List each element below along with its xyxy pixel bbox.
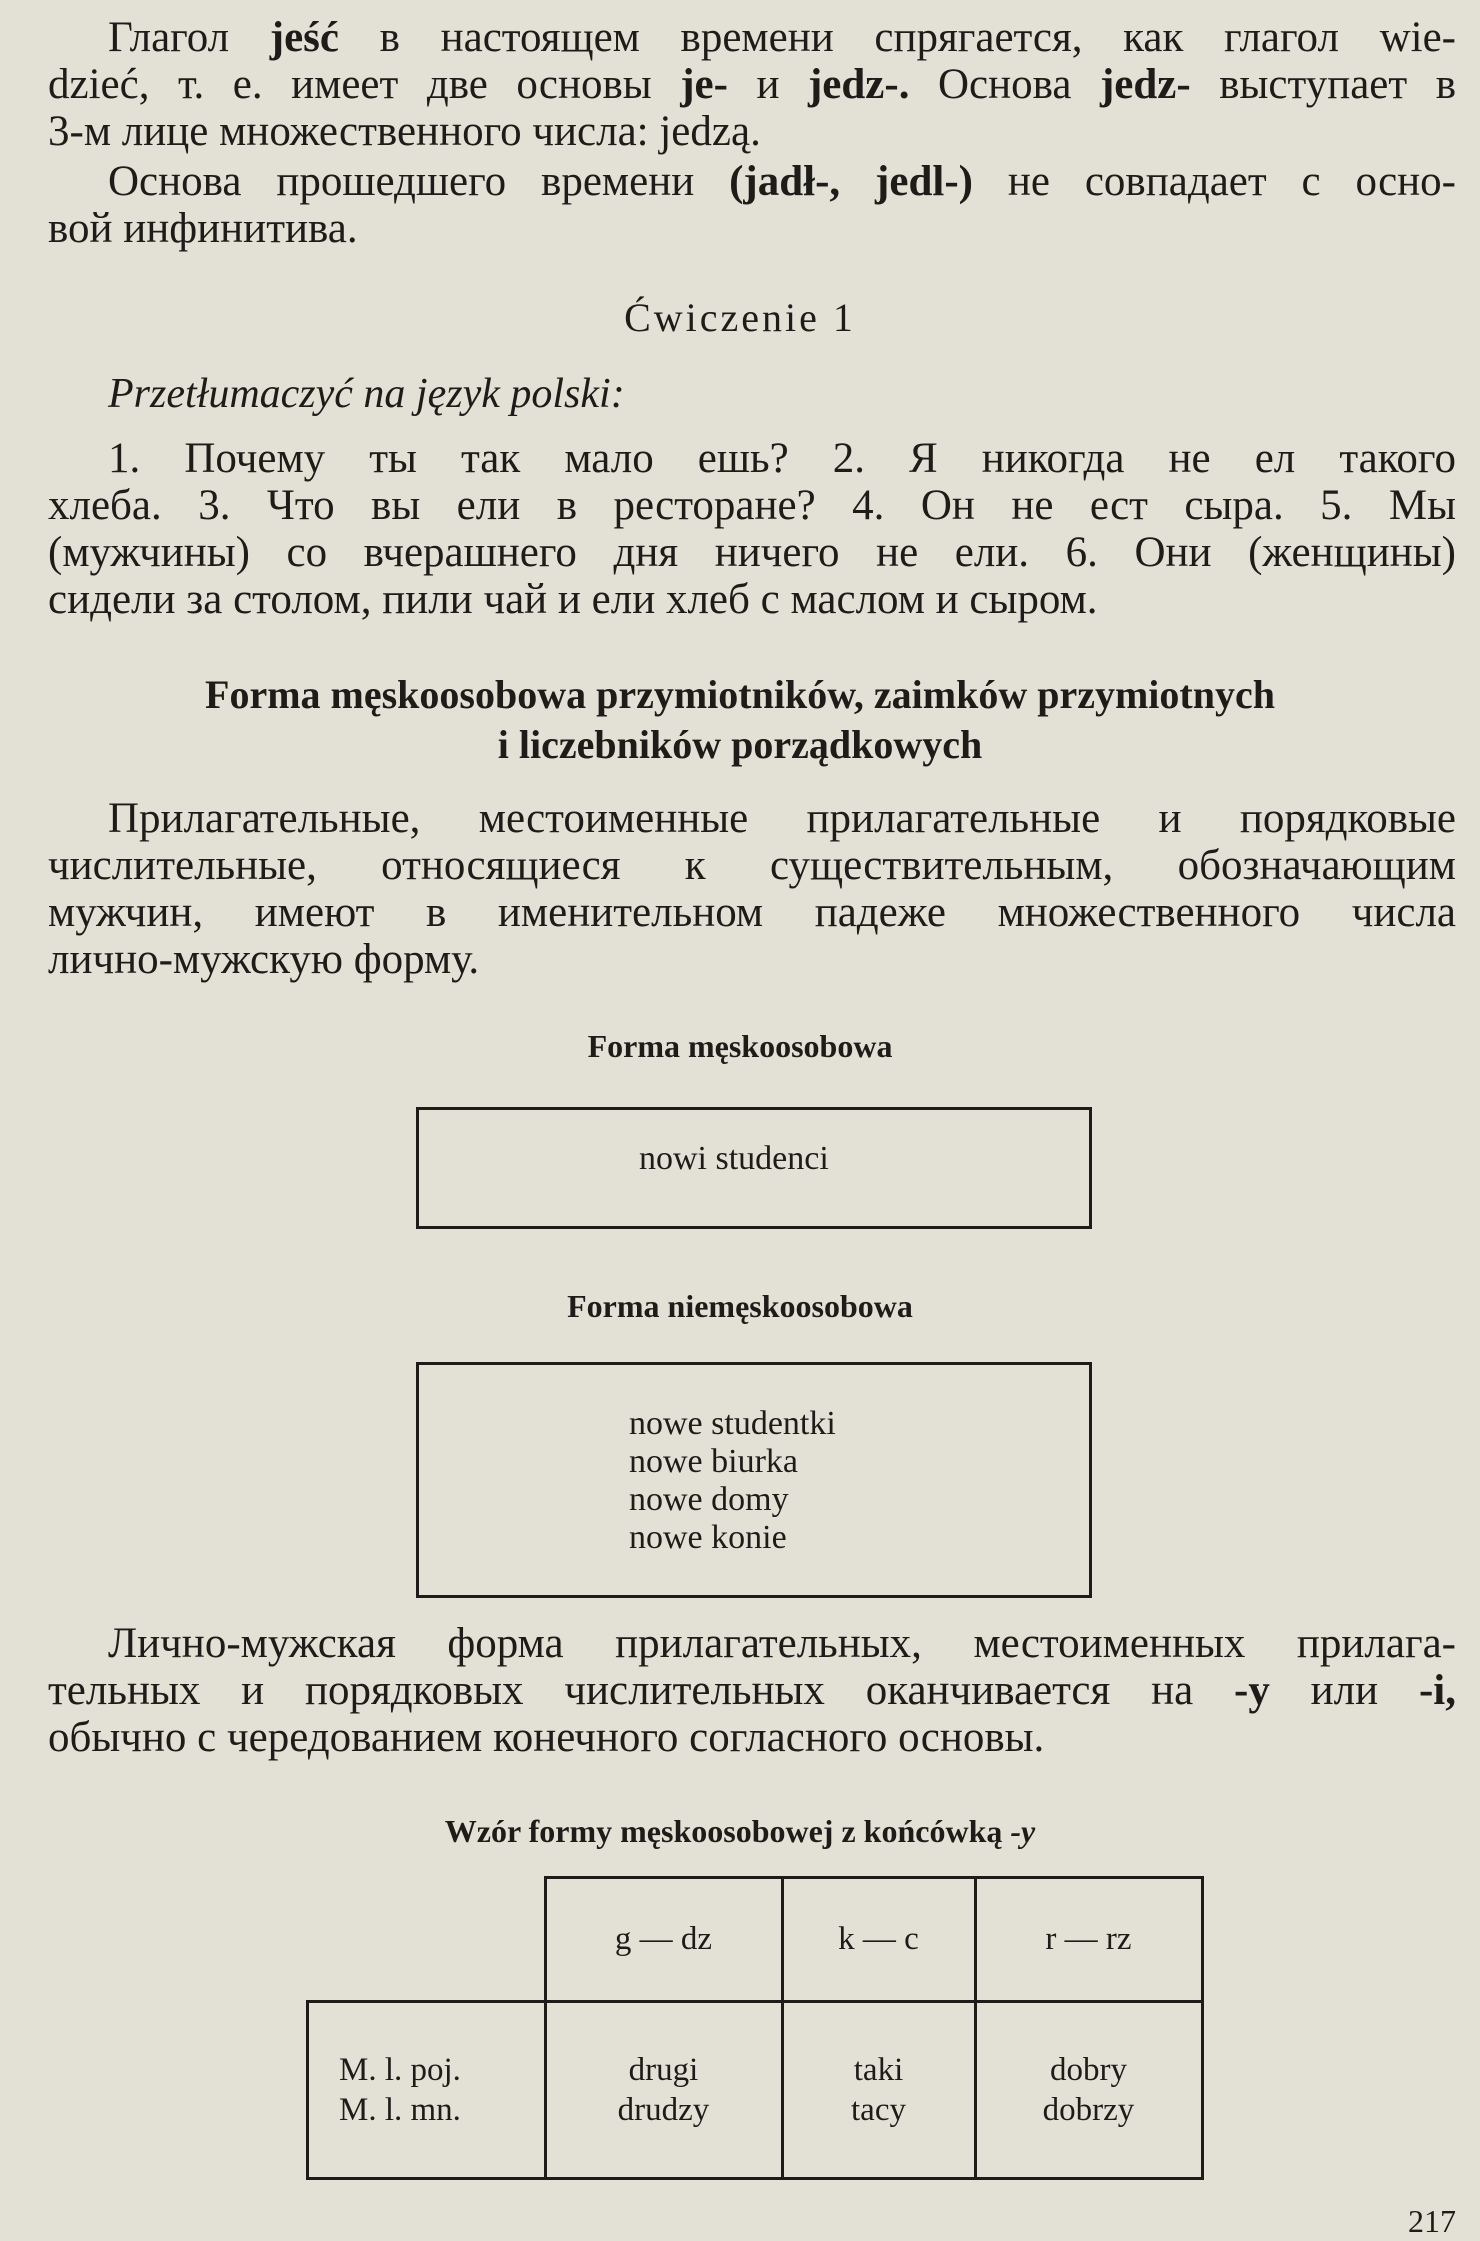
wzor-caption: Wzór formy męskoosobowej z końcówką -y: [444, 1813, 1036, 1849]
example-text: nowi studenci: [639, 1140, 829, 1177]
row-labels: M. l. poj. M. l. mn.: [308, 2001, 546, 2178]
table-header: g — dz: [545, 1878, 782, 2002]
paragraph-jesc-conjugation: Глагол jeść в настоящем времени спрягается, как глагол wie- dzieć, т. е. имеет две основы je- и jedz-. Основа jedz- выступает в 3-м лице множественного числа: jedzą.: [48, 14, 1456, 155]
exercise-title: Ćwiczenie 1: [624, 295, 856, 340]
wzor-table: [306, 1876, 1204, 2180]
example-text: nowe studentki: [629, 1405, 836, 1442]
example-text: nowe domy: [629, 1481, 789, 1518]
example-text: nowe konie: [629, 1519, 787, 1556]
section-paragraph: Прилагательные, местоименные прилагательные и порядковые числительные, относящиеся к существительным, обозначающим мужчин, имеют в именительном падеже множественного числа лично-мужскую форму.: [48, 795, 1456, 983]
page-number: 217: [1408, 2203, 1456, 2239]
forma-meskoosobowa-box: [416, 1107, 1092, 1229]
paragraph-past-stem: Основа прошедшего времени (jadł-, jedl-) не совпадает с осно- вой инфинитива.: [48, 158, 1456, 252]
table-cell: drugi drudzy: [545, 2001, 782, 2178]
table-header: k — c: [782, 1878, 975, 2002]
forma-meskoosobowa-caption: Forma męskoosobowa: [587, 1028, 893, 1064]
table-header: r — rz: [975, 1878, 1202, 2002]
table-cell: taki tacy: [782, 2001, 975, 2178]
paragraph-ending-rule: Лично-мужская форма прилагательных, местоименных прилага- тельных и порядковых числительных оканчивается на -y или -i, обычно с чередованием конечного согласного основы.: [48, 1620, 1456, 1761]
table-cell: dobry dobrzy: [975, 2001, 1202, 2178]
section-heading: Forma męskoosobowa przymiotników, zaimków przymiotnych i liczebników porządkowych: [205, 672, 1275, 767]
table-header-row: [308, 1878, 1203, 2002]
example-text: nowe biurka: [629, 1443, 799, 1480]
table-row: [308, 2001, 1203, 2178]
exercise-instruction: Przetłumaczyć na język polski:: [108, 371, 625, 417]
forma-niemeskoosobowa-box: [416, 1362, 1092, 1598]
examples-list: [629, 1405, 836, 1557]
exercise-text: 1. Почему ты так мало ешь? 2. Я никогда не ел такого хлеба. 3. Что вы ели в ресторане? 4. Он не ест сыра. 5. Мы (мужчины) со вчерашнего дня ничего не ели. 6. Они (женщины) сидели за столом, пили чай и ели хлеб с маслом и сыром.: [48, 435, 1456, 623]
forma-niemeskoosobowa-caption: Forma niemęskoosobowa: [567, 1288, 913, 1324]
